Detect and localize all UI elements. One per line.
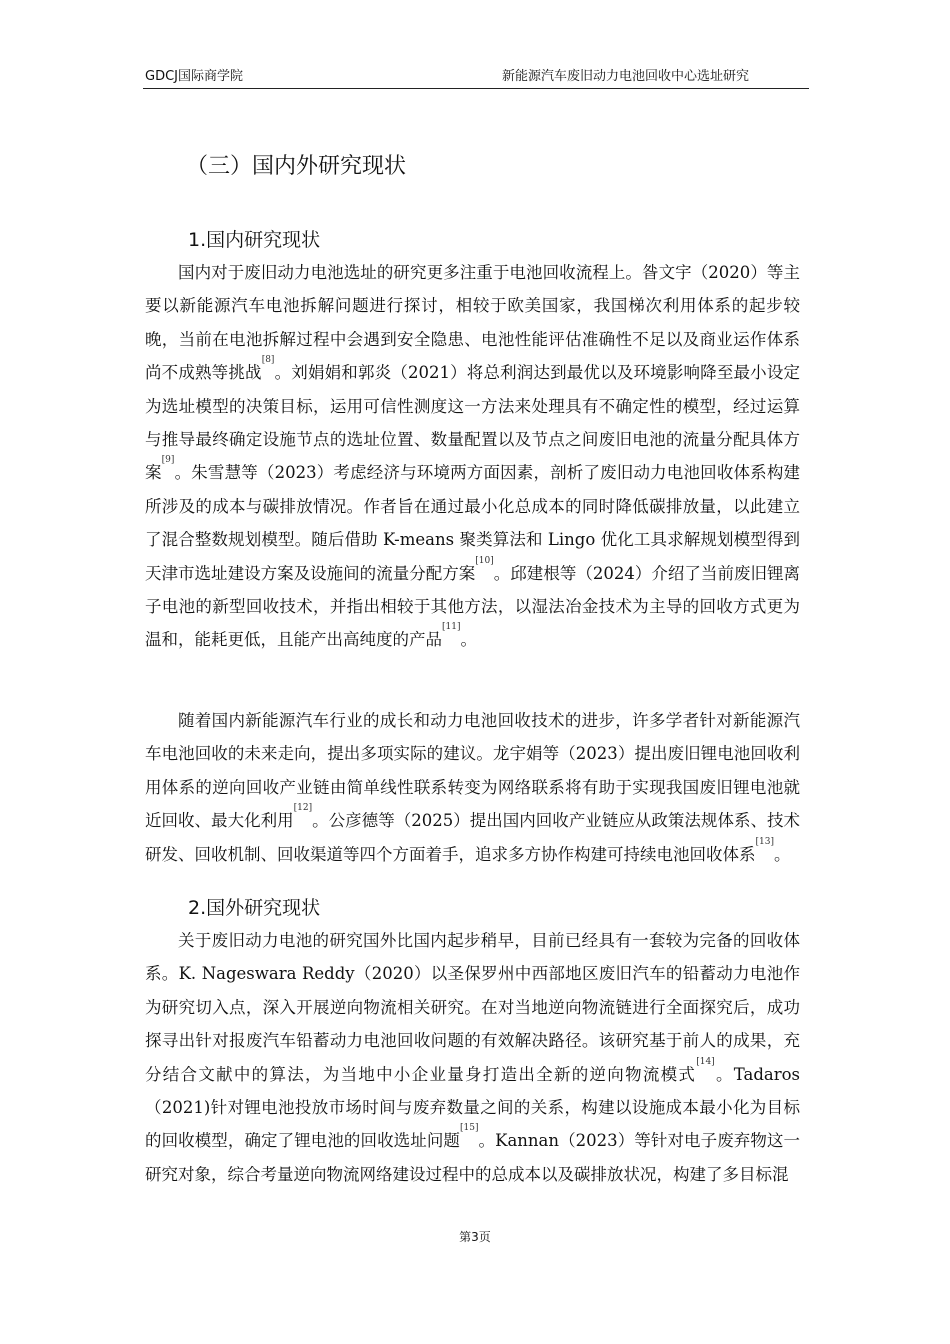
text-run: 关于废旧动力电池的研究国外比国内起步稍早，目前已经具有一套较为完备的回收体系。K. Nageswara Reddy（2020）以圣保罗州中西部地区废旧汽车的铅蓄动力电池作为研究切入点，深入开展逆向物流相关研究。在对当地逆向物流链进行全面探究后，成功探寻出针对报废汽车铅蓄动力电池回收问题的有效解决路径。该研究基于前人的成果，充分结合文献中的算法，为当地中小企业量身打造出全新的逆向物流模式 [145,931,800,1084]
text-run: 。 [773,844,791,864]
text-run: 随着国内新能源汽车行业的成长和动力电池回收技术的进步，许多学者针对新能源汽车电池回收的未来走向，提出多项实际的建议。龙宇娟等（2023）提出废旧锂电池回收利用体系的逆向回收产业链由简单线性联系转变为网络联系将有助于实现我国废旧锂电池就近回收、最大化利用 [145,711,800,831]
text-run: 。刘娟娟和郭炎（2021）将总利润达到最优以及环境影响降至最小设定为选址模型的决策目标，运用可信性测度这一方法来处理具有不确定性的模型，经过运算与推导最终确定设施节点的选址位置、数量配置以及节点之间废旧电池的流量分配具体方案 [145,363,800,483]
page-header [143,68,809,89]
text-run: 国内对于废旧动力电池选址的研究更多注重于电池回收流程上。昝文宇（2020）等主要以新能源汽车电池拆解问题进行探讨，相较于欧美国家，我国梯次利用体系的起步较晚，当前在电池拆解过程中会遇到安全隐患、电池性能评估准确性不足以及商业运作体系尚不成熟等挑战 [145,263,800,383]
text-run: 。朱雪慧等（2023）考虑经济与环境两方面因素，剖析了废旧动力电池回收体系构建所涉及的成本与碳排放情况。作者旨在通过最小化总成本的同时降低碳排放量，以此建立了混合整数规划模型。随后借助 K-means 聚类算法和 Lingo 优化工具求解规划模型得到天津市选址建设方案及设施间的流量分配方案 [145,463,800,583]
paragraph-domestic-1 [145,256,800,657]
citation-ref: [10] [475,555,494,566]
section-title: （三）国内外研究现状 [186,154,407,179]
header-thesis-title: 新能源汽车废旧动力电池回收中心选址研究 [501,69,749,84]
citation-ref: [8] [261,355,275,366]
text-run: 。Tadaros（2021)针对锂电池投放市场时间与废弃数量之间的关系，构建以设施成本最小化为目标的回收模型，确定了锂电池的回收选址问题 [145,1064,801,1151]
citation-ref: [9] [161,455,175,466]
text-run: 。 [460,630,477,650]
citation-ref: [12] [293,803,313,814]
text-run: 。公彦德等（2025）提出国内回收产业链应从政策法规体系、技术研发、回收机制、回收渠道等四个方面着手，追求多方协作构建可持续电池回收体系 [145,811,801,864]
citation-ref: [15] [459,1123,479,1134]
paragraph-domestic-2 [145,704,800,871]
text-run: 。邱建根等（2024）介绍了当前废旧锂离子电池的新型回收技术，并指出相较于其他方法，以湿法冶金技术为主导的回收方式更为温和，能耗更低，且能产出高纯度的产品 [145,563,800,650]
subsection-heading-foreign: 2.国外研究现状 [188,897,321,919]
citation-ref: [11] [442,622,461,633]
subsection-heading-domestic: 1.国内研究现状 [188,229,321,251]
page-number: 第3页 [459,1230,491,1244]
citation-ref: [13] [755,836,774,847]
citation-ref: [14] [696,1056,715,1067]
text-run: 。Kannan（2023）等针对电子废弃物这一研究对象，综合考量逆向物流网络建设过程中的总成本以及碳排放状况，构建了多目标混 [145,1131,801,1184]
paragraph-foreign-1 [145,924,800,1191]
header-institution: GDCJ国际商学院 [145,69,243,84]
